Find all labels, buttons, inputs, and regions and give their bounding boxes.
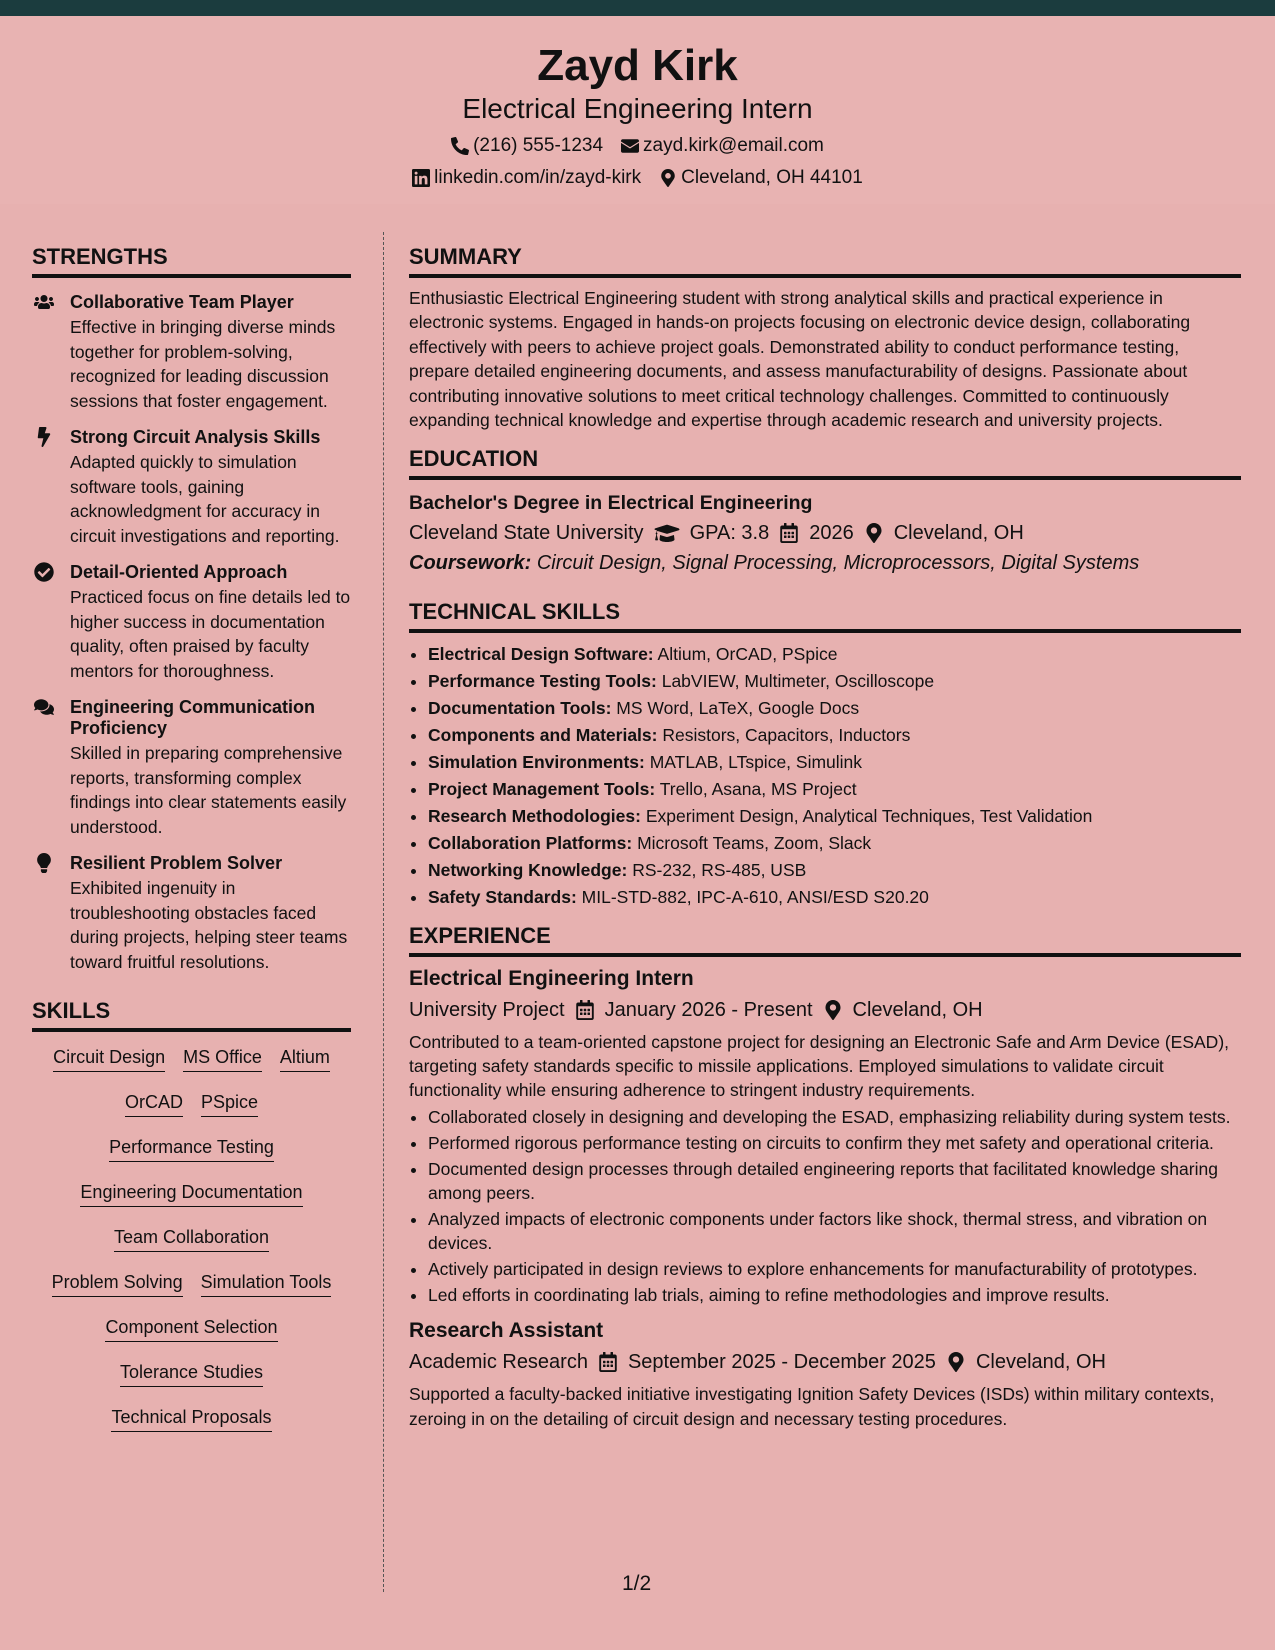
check-circle-icon: [34, 562, 54, 582]
edu-location-text: Cleveland, OH: [893, 522, 1024, 545]
strength-desc: Exhibited ingenuity in troubleshooting obstacles faced during projects, helping steer teams toward fruitful resolutions.: [70, 878, 348, 972]
skill-tag: PSpice: [201, 1087, 258, 1117]
list-item: [428, 776, 1241, 803]
job-location: Cleveland, OH: [975, 1351, 1106, 1374]
skill-line: [32, 1312, 351, 1357]
job-location-item: [823, 998, 983, 1022]
strength-item: [32, 427, 351, 548]
candidate-title: Electrical Engineering Intern: [462, 93, 813, 124]
strength-title: Resilient Problem Solver: [70, 853, 283, 873]
skill-tag: Engineering Documentation: [80, 1177, 302, 1207]
tech-skill-value: Resistors, Capacitors, Inductors: [662, 725, 911, 746]
list-item: [428, 830, 1241, 857]
job-location-item: [946, 1350, 1106, 1374]
strengths-heading: STRENGTHS: [32, 246, 351, 278]
edu-location-item: [864, 521, 1024, 545]
page-indicator: 1/2: [622, 1572, 652, 1595]
list-item: [428, 884, 1241, 911]
calendar-icon: [779, 523, 799, 543]
tech-skill-label: Components and Materials:: [428, 725, 658, 746]
tech-skill-label: Collaboration Platforms:: [428, 832, 633, 853]
tech-skill-value: LabVIEW, Multimeter, Oscilloscope: [661, 671, 935, 692]
strength-desc: Effective in bringing diverse minds together for problem-solving, recognized for leading discussion sessions that foster engagement.: [70, 317, 336, 411]
job-title: Electrical Engineering Intern: [409, 966, 694, 990]
year-item: [779, 521, 854, 545]
tech-skill-label: Simulation Environments:: [428, 752, 645, 773]
location-text: Cleveland, OH 44101: [681, 167, 863, 188]
tech-skill-value: MS Word, LaTeX, Google Docs: [616, 698, 860, 719]
technical-skills-list: [409, 641, 1241, 910]
column-divider: [383, 232, 384, 1592]
job-bullets: [409, 1105, 1241, 1308]
strength-title: Strong Circuit Analysis Skills: [70, 427, 321, 447]
job-location: Cleveland, OH: [852, 998, 983, 1021]
experience-heading: EXPERIENCE: [409, 925, 1241, 957]
email-contact[interactable]: [621, 136, 824, 155]
coursework-label: Coursework:: [409, 552, 532, 575]
strength-item: [32, 292, 351, 413]
users-icon: [34, 292, 54, 312]
email-text: zayd.kirk@email.com: [643, 135, 824, 156]
tech-skill-value: Trello, Asana, MS Project: [659, 778, 857, 799]
gpa-text: GPA: 3.8: [689, 522, 770, 545]
summary-text: Enthusiastic Electrical Engineering student with strong analytical skills and practical experience in electronic systems. Engaged in hands-on projects focusing on electronic device design, collaborating effectively with peers to achieve project goals. Demonstrated ability to conduct performance testing, prepare detailed engineering documents, and assess manufacturability of designs. Passionate about contributing innovative solutions to meet critical technology challenges. Committed to continuously expanding technical knowledge and expertise through academic research and university projects.: [409, 288, 1191, 431]
tech-skill-value: Experiment Design, Analytical Techniques, Test Validation: [645, 805, 1093, 826]
list-item: • Performed rigorous performance testing on circuits to confirm they met safety and operational criteria.: [428, 1131, 1241, 1155]
phone-text: (216) 555-1234: [473, 135, 604, 156]
strength-item: [32, 853, 351, 974]
job-org: Academic Research: [409, 1351, 588, 1374]
job-dates: January 2026 - Present: [604, 998, 813, 1021]
skill-tag: Team Collaboration: [114, 1222, 269, 1252]
calendar-icon: [575, 1000, 595, 1020]
candidate-name: Zayd Kirk: [537, 41, 738, 90]
linkedin-text: linkedin.com/in/zayd-kirk: [434, 167, 642, 188]
job-description: Supported a faculty-backed initiative investigating Ignition Safety Devices (ISDs) within military contexts, zeroing in on the detailing of circuit design and necessary testing procedures.: [409, 1384, 1215, 1429]
gpa-item: [654, 521, 770, 545]
strength-item: [32, 697, 351, 839]
skill-tag: Component Selection: [105, 1312, 277, 1342]
tech-skill-value: RS-232, RS-485, USB: [632, 859, 807, 880]
education-heading: EDUCATION: [409, 448, 1241, 480]
strength-item: [32, 562, 351, 683]
list-item: • Led efforts in coordinating lab trials, aiming to refine methodologies and improve results.: [428, 1283, 1241, 1307]
top-accent-bar: [0, 0, 1275, 16]
lightbulb-icon: [34, 853, 54, 873]
skill-tag: Tolerance Studies: [120, 1357, 263, 1387]
tech-skill-value: MATLAB, LTspice, Simulink: [649, 752, 863, 773]
strength-desc: Skilled in preparing comprehensive reports, transforming complex findings into clear statements easily understood.: [70, 743, 347, 837]
map-marker-icon: [946, 1352, 966, 1372]
school-name: Cleveland State University: [409, 522, 644, 545]
location-contact: [659, 168, 863, 187]
list-item: • Analyzed impacts of electronic components under factors like shock, thermal stress, and vibration on devices.: [428, 1207, 1241, 1256]
job-dates-item: [598, 1350, 936, 1374]
resume-header: [0, 16, 1275, 204]
skill-tag: MS Office: [183, 1042, 262, 1072]
skill-tag: Problem Solving: [52, 1267, 183, 1297]
graduation-cap-icon: [654, 523, 680, 543]
left-column: [32, 246, 351, 1447]
coursework-text: Circuit Design, Signal Processing, Microprocessors, Digital Systems: [536, 552, 1140, 575]
skill-line: [32, 1222, 351, 1267]
tech-skill-label: Performance Testing Tools:: [428, 671, 657, 692]
tech-skill-label: Electrical Design Software:: [428, 644, 654, 665]
skill-tag: Circuit Design: [53, 1042, 165, 1072]
skill-line: [32, 1042, 351, 1087]
contact-row-2: [0, 168, 1275, 187]
tech-skill-label: Documentation Tools:: [428, 698, 612, 719]
list-item: [428, 641, 1241, 668]
list-item: • Documented design processes through detailed engineering reports that facilitated knowledge sharing among peers.: [428, 1157, 1241, 1206]
job-meta: [409, 1350, 1241, 1374]
skill-line: [32, 1087, 351, 1132]
year-text: 2026: [809, 522, 854, 545]
map-marker-icon: [864, 523, 884, 543]
envelope-icon: [621, 137, 639, 155]
job-meta: [409, 998, 1241, 1022]
job-description: Contributed to a team-oriented capstone project for designing an Electronic Safe and Arm Device (ESAD), targeting safety standards specific to missile applications. Employed simulations to validate circuit functionality while ensuring adherence to stringent industry requirements.: [409, 1031, 1230, 1101]
list-item: [428, 695, 1241, 722]
tech-skill-label: Networking Knowledge:: [428, 859, 628, 880]
skill-line: [32, 1267, 351, 1312]
list-item: • Actively participated in design reviews to explore enhancements for manufacturability of prototypes.: [428, 1257, 1241, 1281]
job-dates-item: [575, 998, 813, 1022]
calendar-icon: [598, 1352, 618, 1372]
linkedin-contact[interactable]: [412, 168, 641, 187]
right-column: [409, 246, 1241, 1431]
skill-tag: Simulation Tools: [201, 1267, 332, 1297]
technical-skills-heading: TECHNICAL SKILLS: [409, 601, 1241, 633]
strength-title: Detail-Oriented Approach: [70, 562, 288, 582]
skill-tag: OrCAD: [125, 1087, 183, 1117]
contact-row-1: [0, 136, 1275, 155]
list-item: [428, 803, 1241, 830]
list-item: • Collaborated closely in designing and developing the ESAD, emphasizing reliability during system tests.: [428, 1105, 1241, 1129]
phone-icon: [451, 137, 469, 155]
summary-heading: SUMMARY: [409, 246, 1241, 278]
comments-icon: [34, 697, 54, 717]
job-org: University Project: [409, 998, 565, 1021]
strength-desc: Adapted quickly to simulation software tools, gaining acknowledgment for accuracy in circuit investigations and reporting.: [70, 452, 340, 546]
map-marker-icon: [659, 169, 677, 187]
skill-line: [32, 1177, 351, 1222]
tech-skill-label: Project Management Tools:: [428, 778, 656, 799]
phone-contact: [451, 136, 603, 155]
job-title: Research Assistant: [409, 1319, 604, 1343]
strength-title: Collaborative Team Player: [70, 292, 294, 312]
skill-tag: Performance Testing: [109, 1132, 274, 1162]
list-item: [428, 722, 1241, 749]
job-dates: September 2025 - December 2025: [627, 1351, 936, 1374]
skill-line: [32, 1132, 351, 1177]
skill-line: [32, 1402, 351, 1447]
skill-tag: Technical Proposals: [111, 1402, 271, 1432]
tech-skill-value: MIL-STD-882, IPC-A-610, ANSI/ESD S20.20: [581, 886, 929, 907]
tech-skill-value: Microsoft Teams, Zoom, Slack: [637, 832, 872, 853]
tech-skill-value: Altium, OrCAD, PSpice: [657, 644, 838, 665]
strength-title: Engineering Communication Proficiency: [70, 697, 316, 738]
coursework-line: [409, 551, 1241, 575]
skill-tag: Altium: [280, 1042, 330, 1072]
skills-cloud: [32, 1042, 351, 1447]
skill-line: [32, 1357, 351, 1402]
list-item: [428, 749, 1241, 776]
tech-skill-label: Safety Standards:: [428, 886, 577, 907]
degree-title: Bachelor's Degree in Electrical Engineering: [409, 492, 813, 515]
education-meta: [409, 521, 1241, 545]
linkedin-icon: [412, 169, 430, 187]
tech-skill-label: Research Methodologies:: [428, 805, 641, 826]
skills-heading: SKILLS: [32, 1000, 351, 1032]
bolt-icon: [34, 427, 54, 447]
strength-desc: Practiced focus on fine details led to higher success in documentation quality, often praised by faculty mentors for thoroughness.: [70, 587, 351, 681]
list-item: [428, 857, 1241, 884]
map-marker-icon: [823, 1000, 843, 1020]
list-item: [428, 668, 1241, 695]
